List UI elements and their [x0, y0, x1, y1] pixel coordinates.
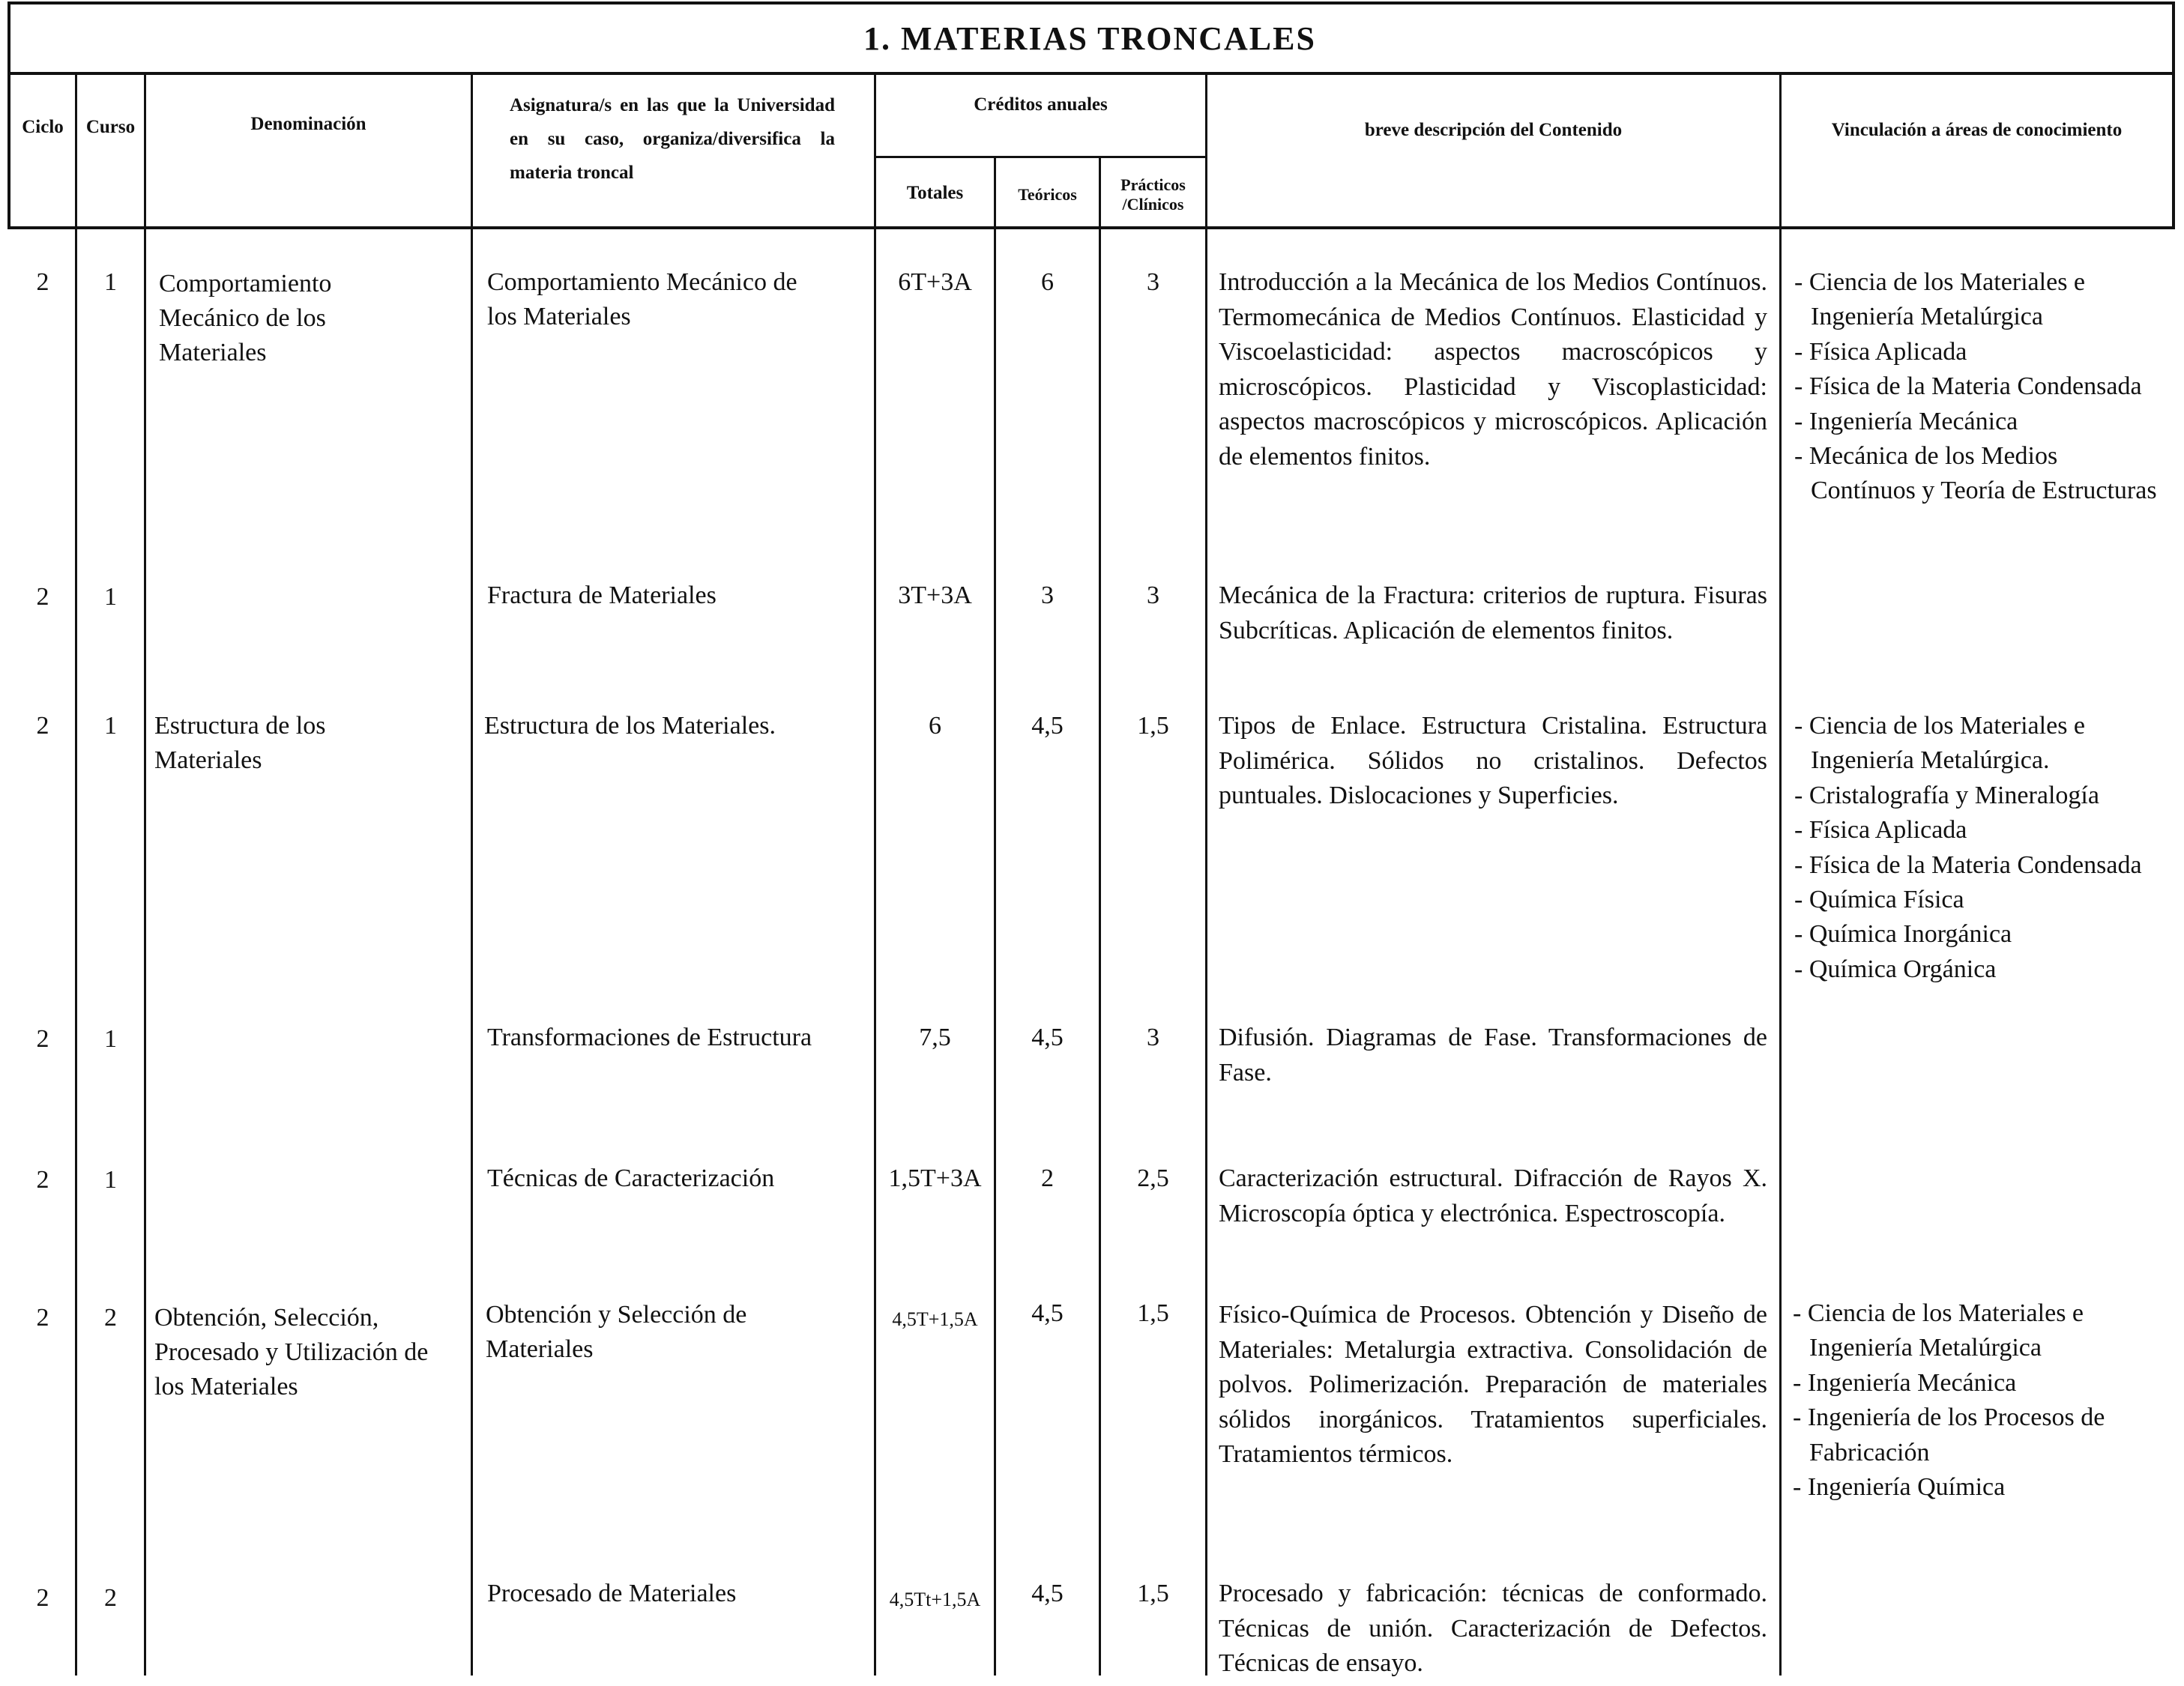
area-item: - Ciencia de los Materiales e Ingeniería Metalúrgica — [1793, 1299, 2084, 1362]
cell-descripcion: Introducción a la Mecánica de los Medios Contínuos. Termomecánica de Medios Contínuos. Elasticidad y Viscoelasticidad: aspectos macroscópicos y microscópicos. Plasticidad y Viscoplasticidad: aspectos macroscópicos y microscópicos. Aplicación de elementos finitos. — [1219, 268, 1767, 471]
area-item: - Cristalografía y Mineralogía — [1794, 781, 2099, 809]
cell-descripcion: Caracterización estructural. Difracción de Rayos X. Microscopía óptica y electrónica. Espectroscopía. — [1219, 1164, 1767, 1227]
cell-curso: 1 — [104, 583, 117, 611]
header-descripcion: breve descripción del Contenido — [1364, 120, 1623, 140]
table-right-border — [2172, 1, 2175, 228]
cell-teoricos: 2 — [1041, 1164, 1054, 1192]
cell-practicos: 1,5 — [1137, 1580, 1169, 1607]
cell-descripcion: Difusión. Diagramas de Fase. Transformaciones de Fase. — [1219, 1024, 1767, 1087]
cell-curso: 1 — [104, 712, 117, 740]
cell-practicos: 3 — [1147, 268, 1159, 296]
cell-curso: 2 — [104, 1584, 117, 1612]
areas-group-2 — [1794, 709, 2169, 987]
cell-teoricos: 4,5 — [1031, 712, 1064, 740]
area-item: - Física de la Materia Condensada — [1794, 372, 2142, 401]
col-sep-teoricos — [1099, 156, 1101, 1676]
area-item: - Ingeniería de los Procesos de Fabricación — [1793, 1404, 2105, 1466]
cell-ciclo: 2 — [36, 1584, 49, 1612]
cell-ciclo: 2 — [36, 712, 49, 740]
cell-asignatura: Estructura de los Materiales. — [484, 712, 776, 740]
area-item: - Ingeniería Química — [1793, 1473, 2006, 1502]
cell-teoricos: 4,5 — [1031, 1024, 1064, 1051]
cell-teoricos: 3 — [1041, 581, 1054, 609]
header-vinculacion: Vinculación a áreas de conocimiento — [1831, 120, 2123, 140]
area-item: - Ingeniería Mecánica — [1793, 1368, 2017, 1397]
cell-asignatura: Obtención y Selección de Materiales — [486, 1301, 747, 1363]
cell-asignatura: Procesado de Materiales — [487, 1580, 737, 1607]
cell-teoricos: 6 — [1041, 268, 1054, 296]
cell-totales: 6 — [929, 712, 941, 740]
cell-denominacion: Comportamiento Mecánico de los Materiales — [159, 270, 332, 366]
cell-descripcion: Mecánica de la Fractura: criterios de ruptura. Fisuras Subcríticas. Aplicación de elementos finitos. — [1219, 581, 1767, 644]
cell-totales: 1,5T+3A — [888, 1164, 982, 1192]
col-sep-totales — [994, 156, 996, 1676]
col-sep-asignatura — [874, 72, 876, 1676]
header-bottom-border — [7, 226, 2175, 229]
area-item: - Física Aplicada — [1794, 816, 1967, 844]
cell-ciclo: 2 — [36, 1166, 49, 1194]
cell-totales: 4,5Tt+1,5A — [889, 1589, 981, 1610]
header-curso: Curso — [85, 117, 136, 137]
cell-curso: 1 — [104, 268, 117, 296]
area-item: - Ciencia de los Materiales e Ingeniería Metalúrgica — [1794, 268, 2086, 331]
cell-ciclo: 2 — [36, 1304, 49, 1332]
cell-curso: 1 — [104, 1025, 117, 1053]
cell-descripcion: Tipos de Enlace. Estructura Cristalina. Estructura Polimérica. Sólidos no cristalinos. Defectos puntuales. Dislocaciones y Superficies. — [1219, 712, 1767, 809]
area-item: - Química Física — [1794, 886, 1964, 914]
header-practicos: Prácticos /Clínicos — [1120, 175, 1186, 214]
cell-practicos: 2,5 — [1137, 1164, 1169, 1192]
creditos-subheader-border — [875, 156, 1207, 158]
cell-teoricos: 4,5 — [1031, 1299, 1064, 1327]
cell-totales: 4,5T+1,5A — [892, 1308, 978, 1330]
areas-group-3 — [1793, 1296, 2168, 1505]
cell-asignatura: Fractura de Materiales — [487, 581, 717, 609]
area-item: - Ingeniería Mecánica — [1794, 407, 2018, 435]
col-sep-practicos — [1205, 72, 1207, 1676]
cell-totales: 7,5 — [919, 1024, 951, 1051]
cell-teoricos: 4,5 — [1031, 1580, 1064, 1607]
cell-totales: 6T+3A — [898, 268, 972, 296]
cell-descripcion: Procesado y fabricación: técnicas de conformado. Técnicas de unión. Caracterización de Defectos. Técnicas de ensayo. — [1219, 1580, 1767, 1677]
header-totales: Totales — [906, 183, 964, 203]
area-item: - Física Aplicada — [1794, 337, 1967, 366]
page-title: 1. MATERIAS TRONCALES — [863, 19, 1316, 57]
area-item: - Mecánica de los Medios Contínuos y Teoría de Estructuras — [1794, 442, 2157, 505]
cell-practicos: 1,5 — [1137, 712, 1169, 740]
col-sep-curso — [144, 72, 146, 1676]
cell-asignatura: Transformaciones de Estructura — [487, 1024, 812, 1051]
cell-ciclo: 2 — [36, 583, 49, 611]
cell-descripcion: Físico-Química de Procesos. Obtención y Diseño de Materiales: Metalurgia extractiva. Consolidación de polvos. Polimerización. Preparación de materiales sólidos inorgánicos. Tratamientos superficiales. Tratamientos térmicos. — [1219, 1301, 1767, 1468]
cell-ciclo: 2 — [36, 268, 49, 296]
header-asignaturas: Asignatura/s en las que la Universidad en su caso, organiza/diversifica la materia troncal — [510, 95, 835, 183]
cell-asignatura: Comportamiento Mecánico de los Materiales — [487, 268, 797, 330]
area-item: - Ciencia de los Materiales e Ingeniería Metalúrgica. — [1794, 712, 2086, 775]
area-item: - Física de la Materia Condensada — [1794, 850, 2142, 879]
col-sep-denominacion — [471, 72, 473, 1676]
col-sep-ciclo — [75, 72, 77, 1676]
cell-denominacion: Obtención, Selección, Procesado y Utilización de los Materiales — [154, 1304, 429, 1401]
cell-denominacion: Estructura de los Materiales — [154, 712, 326, 774]
header-creditos-anuales: Créditos anuales — [974, 94, 1108, 115]
area-item: - Química Orgánica — [1794, 955, 1997, 983]
area-item: - Química Inorgánica — [1794, 920, 2012, 949]
cell-practicos: 3 — [1147, 581, 1159, 609]
header-denominacion: Denominación — [250, 114, 366, 134]
cell-totales: 3T+3A — [898, 581, 972, 609]
col-sep-descripcion — [1779, 72, 1782, 1676]
cell-ciclo: 2 — [36, 1025, 49, 1053]
header-teoricos: Teóricos — [1018, 185, 1077, 204]
areas-group-1 — [1794, 265, 2162, 509]
cell-curso: 1 — [104, 1166, 117, 1194]
cell-curso: 2 — [104, 1304, 117, 1332]
cell-asignatura: Técnicas de Caracterización — [487, 1164, 775, 1192]
cell-practicos: 3 — [1147, 1024, 1159, 1051]
cell-practicos: 1,5 — [1137, 1299, 1169, 1327]
header-ciclo: Ciclo — [22, 117, 64, 137]
